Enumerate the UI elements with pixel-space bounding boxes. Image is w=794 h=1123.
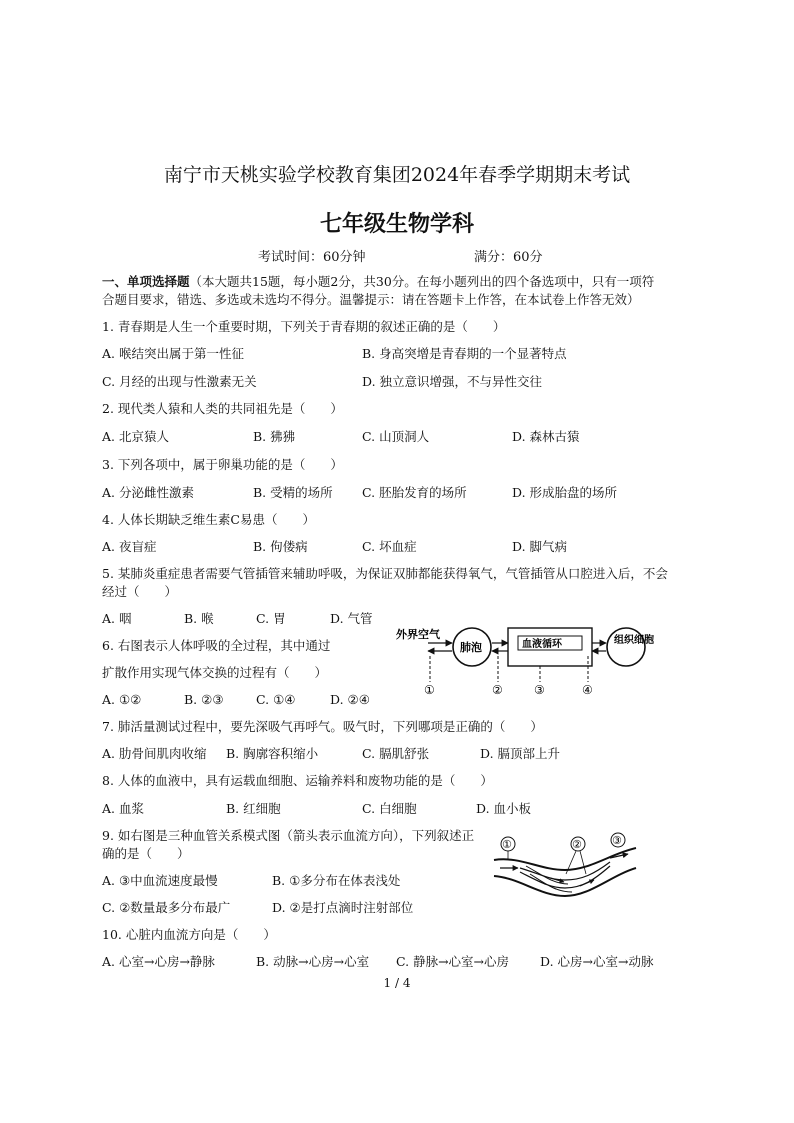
q6-stem-line2: 扩散作用实现气体交换的过程有（ ） — [102, 665, 328, 680]
q6-stem-line1: 6. 右图表示人体呼吸的全过程，其中通过 — [102, 638, 331, 653]
resp-num-1: ① — [424, 683, 435, 697]
q9-stem-line2: 确的是（ ） — [102, 846, 190, 861]
q7-option-d: D. 膈顶部上升 — [480, 746, 561, 761]
q6-option-d: D. ②④ — [330, 692, 370, 707]
resp-num-4: ④ — [582, 683, 593, 697]
q9-option-a: A. ③中血流速度最慢 — [102, 873, 218, 888]
q10-stem: 10. 心脏内血流方向是（ ） — [102, 927, 276, 942]
q7-option-c: C. 膈肌舒张 — [362, 746, 430, 761]
q9-option-b: B. ①多分布在体表浅处 — [272, 873, 401, 888]
exam-title: 南宁市天桃实验学校教育集团2024年春季学期期末考试 — [163, 164, 631, 186]
q8-option-b: B. 红细胞 — [226, 801, 281, 816]
q2-stem: 2. 现代类人猿和人类的共同祖先是（ ） — [102, 401, 343, 416]
resp-num-2: ② — [492, 683, 503, 697]
q6-option-a: A. ①② — [102, 692, 142, 707]
tissue-cells-circle — [607, 628, 645, 666]
q3-option-b: B. 受精的场所 — [253, 485, 333, 500]
q2-option-d: D. 森林古猿 — [512, 429, 580, 444]
exam-subtitle: 七年级生物学科 — [319, 211, 474, 237]
q7-option-b: B. 胸廓容积缩小 — [226, 746, 319, 761]
section-1-desc-line2: 合题目要求，错选、多选或未选均不得分。温馨提示：请在答题卡上作答，在本试卷上作答无效） — [102, 292, 640, 307]
q10-option-a: A. 心室→心房→静脉 — [102, 954, 215, 969]
q7-option-a: A. 肋骨间肌肉收缩 — [102, 746, 207, 761]
q5-stem-line1: 5. 某肺炎重症患者需要气管插管来辅助呼吸，为保证双肺都能获得氧气，气管插管从口腔进入后，不会 — [102, 566, 668, 581]
vessel-num-3: ③ — [612, 834, 622, 847]
q3-option-a: A. 分泌雌性激素 — [102, 485, 194, 500]
q8-option-a: A. 血浆 — [102, 801, 144, 816]
section-1-heading: 一、单项选择题 — [102, 274, 190, 289]
q1-option-b: B. 身高突增是青春期的一个显著特点 — [362, 346, 567, 361]
blood-vessel-diagram — [490, 830, 640, 920]
q3-option-c: C. 胚胎发育的场所 — [362, 485, 467, 500]
page-number: 1 / 4 — [383, 976, 411, 990]
q5-option-c: C. 胃 — [256, 611, 286, 626]
q5-option-b: B. 喉 — [184, 611, 214, 626]
q4-option-d: D. 脚气病 — [512, 539, 568, 554]
q2-option-c: C. 山顶洞人 — [362, 429, 430, 444]
q1-option-d: D. 独立意识增强，不与异性交往 — [362, 374, 543, 389]
q8-option-d: D. 血小板 — [476, 801, 532, 816]
exam-score: 满分：60分 — [474, 250, 543, 265]
q8-option-c: C. 白细胞 — [362, 801, 417, 816]
q10-option-c: C. 静脉→心室→心房 — [396, 954, 510, 969]
vessel-num-1: ① — [502, 838, 512, 851]
q5-stem-line2: 经过（ ） — [102, 584, 178, 599]
q5-option-d: D. 气管 — [330, 611, 373, 626]
q4-option-c: C. 坏血症 — [362, 539, 417, 554]
q6-option-c: C. ①④ — [256, 692, 296, 707]
q4-option-a: A. 夜盲症 — [102, 539, 157, 554]
q9-option-c: C. ②数量最多分布最广 — [102, 900, 231, 915]
q8-stem: 8. 人体的血液中，具有运载血细胞、运输养料和废物功能的是（ ） — [102, 773, 493, 788]
q9-option-d: D. ②是打点滴时注射部位 — [272, 900, 414, 915]
q6-option-b: B. ②③ — [184, 692, 224, 707]
q10-option-b: B. 动脉→心房→心室 — [256, 954, 370, 969]
q9-stem-line1: 9. 如右图是三种血管关系模式图（箭头表示血流方向），下列叙述正 — [102, 828, 475, 843]
q10-option-d: D. 心房→心室→动脉 — [540, 954, 654, 969]
exam-time: 考试时间：60分钟 — [258, 250, 366, 265]
blood-circulation-label: 血液循环 — [522, 639, 562, 650]
section-1-desc1: （本大题共15题，每小题2分，共30分。在每小题列出的四个备选项中，只有一项符 — [189, 274, 655, 289]
q2-option-a: A. 北京猿人 — [102, 429, 169, 444]
q4-option-b: B. 佝偻病 — [253, 539, 308, 554]
q2-option-b: B. 狒狒 — [253, 429, 296, 444]
q3-stem: 3. 下列各项中，属于卵巢功能的是（ ） — [102, 457, 343, 472]
q7-stem: 7. 肺活量测试过程中，要先深吸气再呼气。吸气时，下列哪项是正确的（ ） — [102, 719, 543, 734]
respiration-diagram — [392, 622, 664, 698]
q1-option-a: A. 喉结突出属于第一性征 — [102, 346, 244, 361]
alveoli-label: 肺泡 — [460, 641, 482, 654]
q5-option-a: A. 咽 — [102, 611, 132, 626]
tissue-cells-label: 组织细胞 — [614, 635, 654, 646]
vessel-num-2: ② — [572, 838, 582, 851]
resp-num-3: ③ — [534, 683, 545, 697]
section-1-desc-line1 — [102, 273, 654, 291]
q4-stem: 4. 人体长期缺乏维生素C易患（ ） — [102, 512, 315, 527]
q1-stem: 1. 青春期是人生一个重要时期，下列关于青春期的叙述正确的是（ ） — [102, 319, 506, 334]
q1-option-c: C. 月经的出现与性激素无关 — [102, 374, 257, 389]
outside-air-label: 外界空气 — [396, 628, 440, 641]
q3-option-d: D. 形成胎盘的场所 — [512, 485, 618, 500]
